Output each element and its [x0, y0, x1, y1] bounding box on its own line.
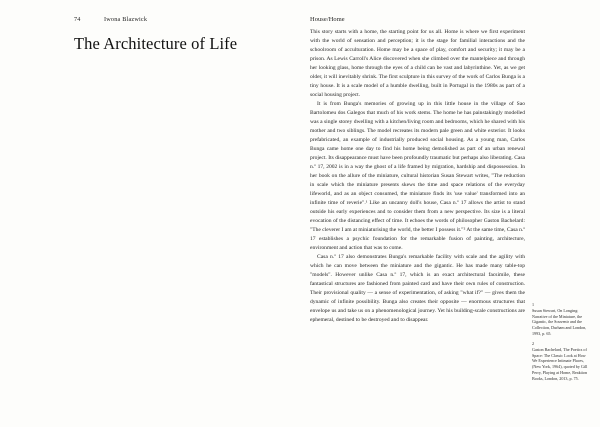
footnote-number: 2 — [532, 340, 535, 346]
right-column — [310, 16, 525, 324]
footnote — [532, 341, 588, 382]
page-number: 74 — [74, 16, 81, 23]
chapter-title: The Architecture of Life — [74, 34, 238, 53]
footnotes-column — [532, 302, 588, 386]
body-paragraph: It is from Bunga's memories of growing up in this little house in the village of Sao Bartolomeu dos Galegos that much of his work stems. The home he has painstakingly modelled was a single storey dwelling with a kitchen/living room and bedrooms, which he shared with his mother and two siblings. The model recreates its modern pale green and white exterior. It looks prefabricated, an example of industrially produced social housing. As a young man, Carlos Bunga came home one day to find his home being demolished as part of an urban renewal project. Its disappearance must have been profoundly traumatic but perhaps also liberating. Casa n.º 17, 2002 is in a way the ghost of a life framed by migration, hardship and dispossession. In her book on the allure of the miniature, cultural historian Susan Stewart writes, "The reduction in scale which the miniature presents skews the time and space relations of the everyday lifeworld, and as an object consumed, the miniature finds its 'use value' transformed into an infinite time of reverie".¹ Like an uncanny doll's house, Casa n.º 17 allows the artist to stand outside his early experiences and to consider them from a new perspective. Its size is a literal evocation of the distancing effect of time. It echoes the words of philosopher Gaston Bachelard: "The cleverer I am at miniaturising the world, the better I possess it."² At the same time, Casa n.º 17 establishes a psychic foundation for the remarkable fusion of painting, architecture, environment and action that was to come. — [310, 100, 525, 251]
section-heading: House/Home — [310, 16, 345, 23]
left-column — [74, 16, 276, 67]
running-header — [74, 16, 276, 23]
footnote-text: Gaston Bachelard, The Poetics of Space: The Classic Look at How We Experience Intimate Places, (New York, 1964), quoted by Gill Perry, Playing at Home, Reaktion Books, London, 2013, p. 75. — [532, 346, 588, 381]
footnote-number: 1 — [532, 302, 535, 307]
running-head-author: Iwona Blazwick — [104, 16, 148, 23]
footnote-text: Susan Stewart, On Longing: Narrative of the Miniature, the Gigantic, the Souvenir and the Collection, Durham and London, 1993, p. 65. — [532, 307, 587, 337]
footnote — [532, 302, 588, 337]
body-paragraph: This story starts with a home, the starting point for us all. Home is where we first experiment with the world of sensation and perception; it is the stage for familial interactions and the schoolroom of acculturation. Home may be a space of play, comfort and security; it may be a prison. As Lewis Carroll's Alice discovered when she climbed over the mantelpiece and through her looking glass, home through the eyes of a child can be vast and labyrinthine. Yet, as we get older, it will inevitably shrink. The first sculpture in this survey of the work of Carlos Bunga is a tiny house. It is a scale model of a humble dwelling, built in Portugal in the 1980s as part of a social housing project. — [310, 29, 525, 98]
body-paragraph: Casa n.º 17 also demonstrates Bunga's remarkable facility with scale and the agility with which he can move between the miniature and the gigantic. He has made many table-top "models". However unlike Casa n.º 17, which is an exact architectural facsimile, these fantastical structures are fashioned from painted card and have their own rules of construction. Their provisional quality — a sense of experimentation, of asking "what if?" — gives them the dynamic of infinite possibility. Bunga also creates their opposite — enormous structures that envelope us and take us on a phenomenological journey. Yet his building-scale constructions are ephemeral, destined to be destroyed and to disappear. — [310, 253, 525, 323]
